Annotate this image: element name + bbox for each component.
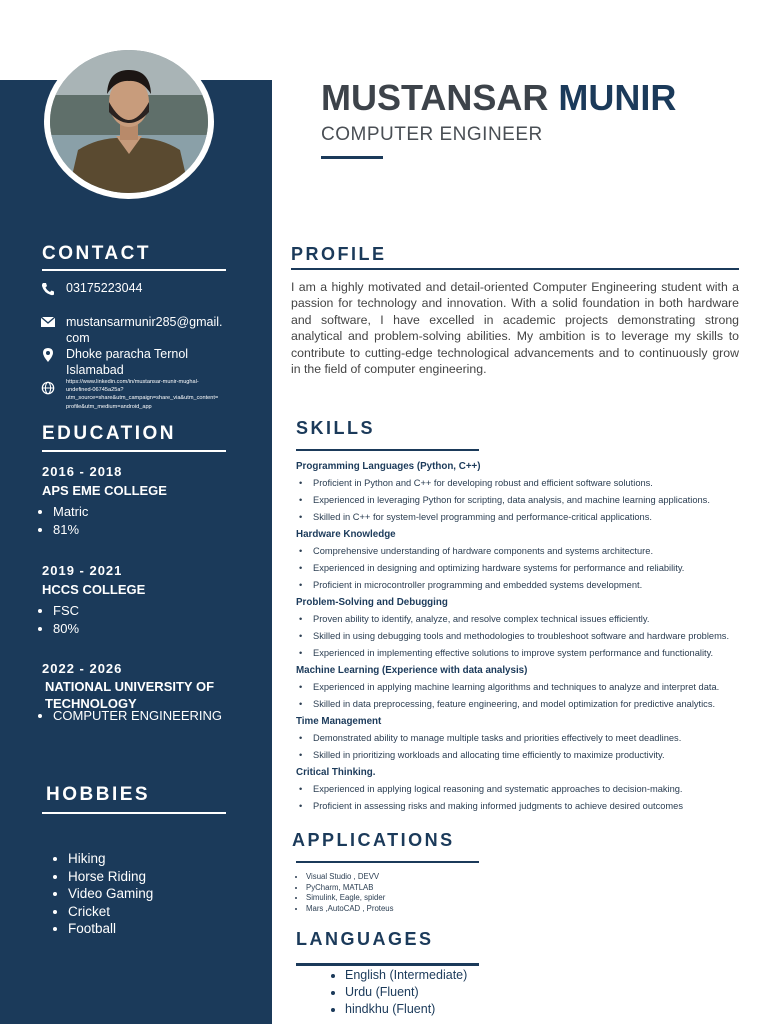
education-divider [42, 450, 226, 452]
location-icon [40, 347, 56, 363]
skills-divider [296, 449, 479, 451]
education-school-1: APS EME COLLEGE [42, 483, 167, 498]
skill-item: • Experienced in leveraging Python for scripting, data analysis, and machine learning applications. [296, 492, 758, 509]
phone-icon [40, 282, 56, 296]
skill-item: • Experienced in implementing effective solutions to improve system performance and functionality. [296, 645, 758, 662]
skill-category-title: Problem-Solving and Debugging [296, 597, 448, 608]
education-details-1 [37, 503, 88, 539]
education-years-3: 2022 - 2026 [42, 661, 123, 676]
contact-heading: CONTACT [42, 243, 151, 264]
education-heading: EDUCATION [42, 423, 177, 444]
profile-text: I am a highly motivated and detail-oriented Computer Engineering student with a passion for technology and innovation. With a solid foundation in both hardware and software, I have excelled in academic projects demonstrating strong analytical and problem-solving abilities. My ambition is to leverage my skills to contribute to cutting-edge technological advancements and to continuously grow in the field of computer engineering. [291, 280, 739, 377]
contact-linkedin-line4: profile&utm_medium=android_app [66, 403, 152, 410]
contact-email-line1: mustansarmunir285@gmail. [66, 315, 223, 329]
contact-linkedin[interactable] [66, 378, 218, 411]
last-name: MUNIR [558, 77, 677, 118]
education-years-1: 2016 - 2018 [42, 464, 123, 479]
education-detail: • Matric [53, 503, 88, 521]
profile-heading: PROFILE [291, 244, 387, 264]
application-item: • Visual Studio , DEVV [306, 872, 394, 883]
contact-divider [42, 269, 226, 271]
application-item: • Simulink, Eagle, spider [306, 893, 394, 904]
contact-phone[interactable]: 03175223044 [66, 281, 143, 295]
full-name [321, 76, 676, 120]
education-years-2: 2019 - 2021 [42, 563, 123, 578]
languages-heading: LANGUAGES [296, 929, 434, 949]
applications-divider [296, 861, 479, 863]
hobby-item: • Cricket [68, 903, 153, 921]
languages-divider [296, 963, 479, 966]
education-school-3-line2: TECHNOLOGY [45, 696, 137, 711]
skill-item: • Proficient in Python and C++ for developing robust and efficient software solutions. [296, 475, 758, 492]
skill-item: • Proficient in assessing risks and making informed judgments to achieve desired outcomes [296, 798, 758, 815]
language-item: • English (Intermediate) [345, 967, 467, 984]
skill-category-title: Time Management [296, 716, 382, 727]
contact-address [66, 346, 188, 378]
contact-linkedin-line2: undefined-06745a25a? [66, 387, 124, 394]
first-name: MUSTANSAR [321, 77, 549, 118]
skill-category-title: Hardware Knowledge [296, 529, 396, 540]
hobby-item: • Hiking [68, 850, 153, 868]
hobby-item: • Video Gaming [68, 885, 153, 903]
contact-email[interactable] [66, 314, 223, 346]
skill-item: • Proven ability to identify, analyze, and resolve complex technical issues efficiently. [296, 611, 758, 628]
applications-heading: APPLICATIONS [292, 830, 455, 850]
skill-category-title: Critical Thinking. [296, 767, 376, 778]
job-title: COMPUTER ENGINEER [321, 124, 543, 145]
profile-photo-image [50, 50, 208, 193]
skill-item: • Demonstrated ability to manage multiple tasks and priorities effectively to meet deadlines. [296, 730, 758, 747]
profile-photo [44, 44, 214, 199]
email-icon [40, 315, 56, 329]
application-item: • PyCharm, MATLAB [306, 883, 394, 894]
skill-category-title: Programming Languages (Python, C++) [296, 461, 481, 472]
skill-category-title: Machine Learning (Experience with data analysis) [296, 665, 528, 676]
education-detail: • COMPUTER ENGINEERING [53, 707, 222, 725]
languages-list [331, 967, 467, 1018]
applications-list [296, 872, 394, 914]
language-item: • Urdu (Fluent) [345, 984, 467, 1001]
skill-item: • Experienced in designing and optimizing hardware systems for performance and reliability. [296, 560, 758, 577]
hobbies-list [52, 850, 153, 938]
education-school-2: HCCS COLLEGE [42, 582, 146, 597]
skill-item: • Skilled in using debugging tools and methodologies to troubleshoot software and hardware problems. [296, 628, 758, 645]
profile-divider [291, 268, 739, 270]
education-detail: • 80% [53, 620, 79, 638]
skill-item: • Skilled in C++ for system-level programming and performance-critical applications. [296, 509, 758, 526]
hobby-item: • Football [68, 920, 153, 938]
skill-item: • Comprehensive understanding of hardware components and systems architecture. [296, 543, 758, 560]
globe-icon [40, 381, 56, 395]
skills-list [296, 458, 758, 815]
education-school-3-line1: NATIONAL UNIVERSITY OF [45, 679, 215, 694]
skills-heading: SKILLS [296, 418, 376, 438]
contact-email-line2: com [66, 331, 90, 345]
title-underline [321, 156, 383, 159]
skill-item: • Proficient in microcontroller programming and embedded systems development. [296, 577, 758, 594]
contact-linkedin-line1: https://www.linkedin.com/in/mustansar-munir-mughal- [66, 379, 199, 385]
education-detail: • FSC [53, 602, 79, 620]
application-item: • Mars ,AutoCAD , Proteus [306, 904, 394, 915]
skill-item: • Skilled in data preprocessing, feature engineering, and model optimization for predictive analytics. [296, 696, 758, 713]
education-details-2 [37, 602, 79, 638]
contact-address-line1: Dhoke paracha Ternol [66, 347, 189, 361]
skill-item: • Experienced in applying machine learning algorithms and techniques to analyze and interpret data. [296, 679, 758, 696]
hobbies-divider [42, 812, 226, 814]
skill-item: • Experienced in applying logical reasoning and systematic approaches to decision-making. [296, 781, 758, 798]
education-detail: • 81% [53, 521, 88, 539]
hobby-item: • Horse Riding [68, 868, 153, 886]
skill-item: • Skilled in prioritizing workloads and allocating time efficiently to maximize productivity. [296, 747, 758, 764]
contact-address-line2: Islamabad [66, 363, 124, 377]
contact-linkedin-line3: utm_source=share&utm_campaign=share_via&utm_content= [66, 395, 219, 402]
hobbies-heading: HOBBIES [46, 784, 151, 805]
education-details-3 [37, 707, 222, 725]
language-item: • hindkhu (Fluent) [345, 1001, 467, 1018]
